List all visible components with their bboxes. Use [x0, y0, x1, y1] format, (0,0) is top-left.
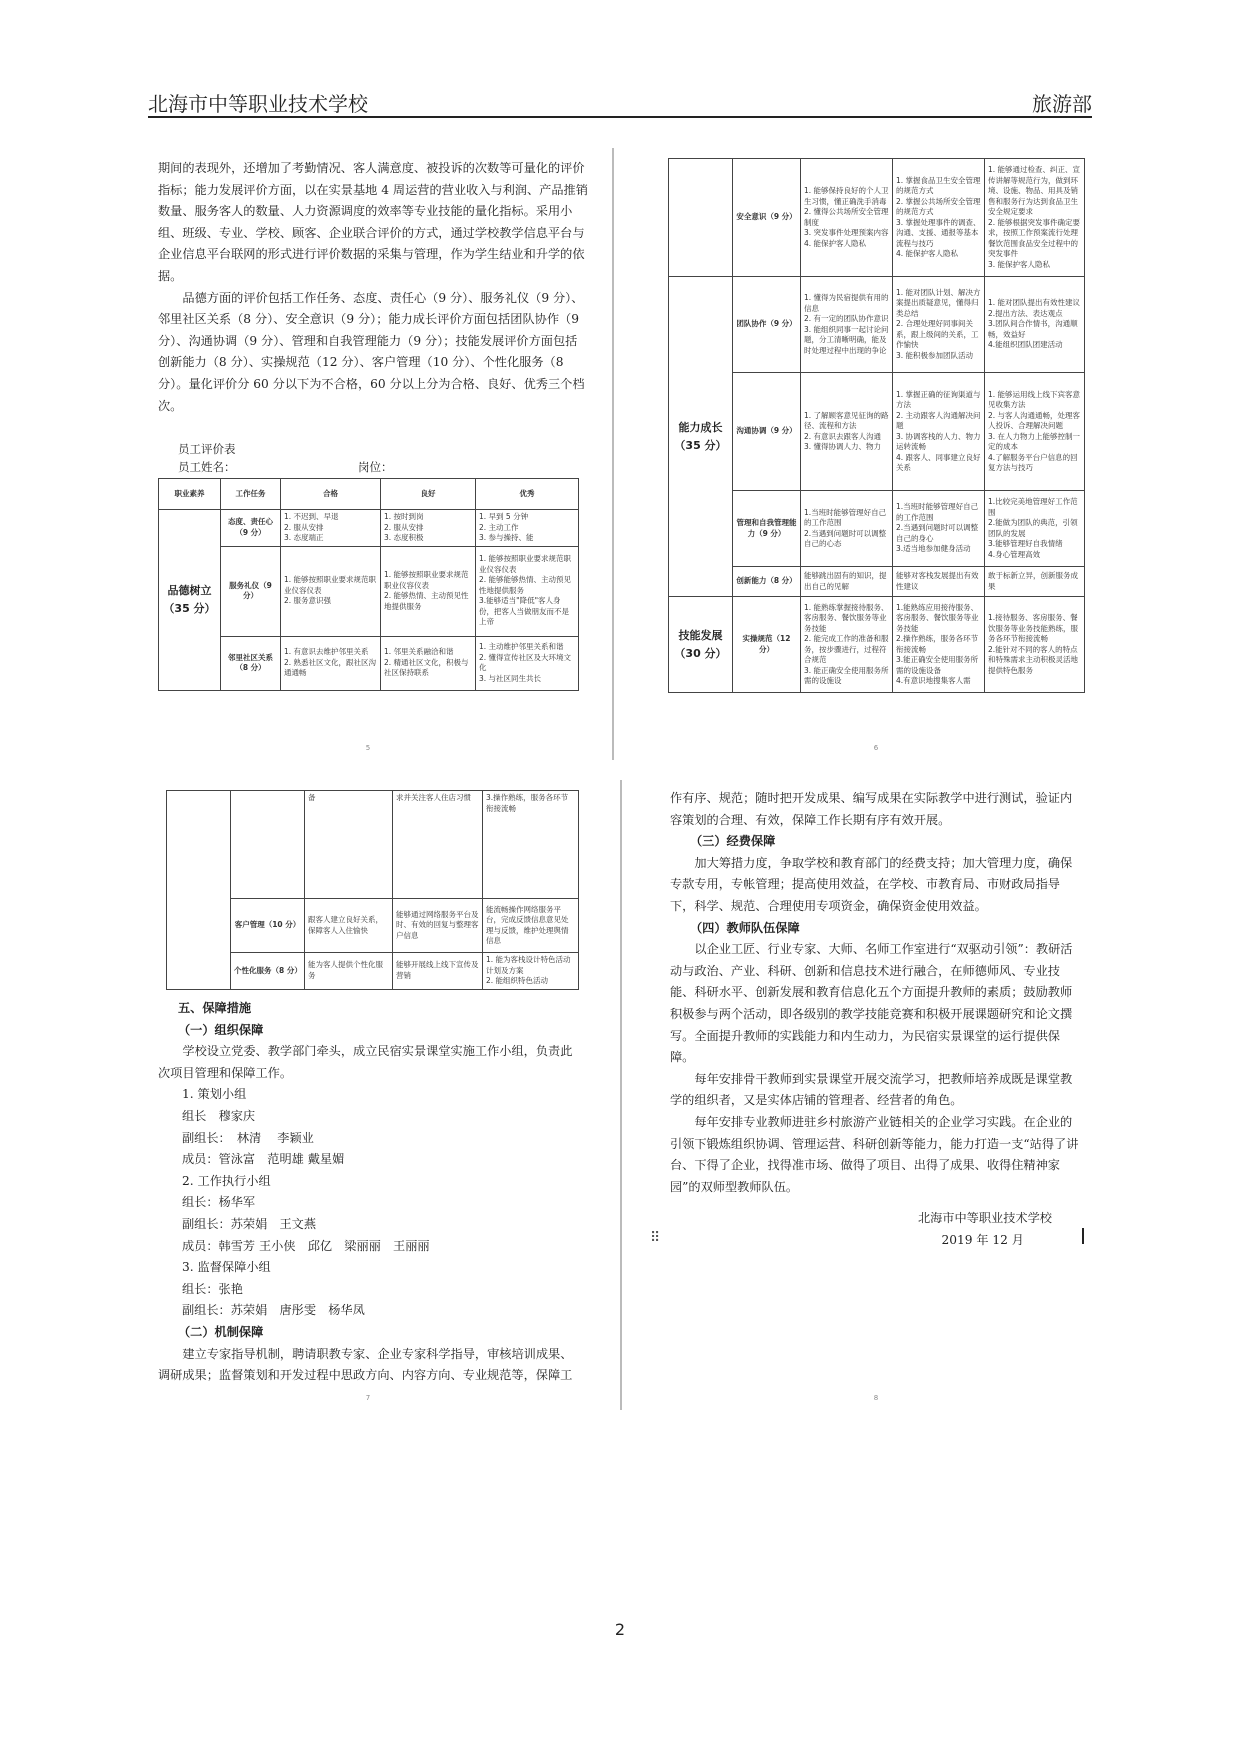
- list-line: 1. 策划小组: [182, 1087, 247, 1102]
- page-7: [148, 780, 588, 1410]
- good-cell: 求并关注客人住店习惯: [393, 791, 483, 899]
- page-number: 7: [365, 1394, 371, 1402]
- good-cell: 1.能熟练应用接待服务、客房服务、餐饮服务等业务技能 2.操作熟练，服务各环节衔接流畅 3.能正确安全使用服务所需的设施设备 4.有意识地搜集客人需: [893, 597, 985, 693]
- page-6: [660, 148, 1092, 760]
- pass-cell: 1.当班时能够管理好自己的工作范围 2.当遇到问题时可以调整自己的心态: [801, 491, 893, 567]
- paragraph: 作有序、规范；随时把开发成果、编写成果在实际教学中进行测试，验证内容策划的合理、有效，保障工作长期有序有效开展。: [670, 791, 1073, 827]
- subsection-heading: （二）机制保障: [178, 1324, 264, 1339]
- excellent-cell: 1.比较完美地管理好工作范围 2.能做为团队的典范，引领团队的发展 3.能够管理好自我情绪 4.身心管理高效: [985, 491, 1085, 567]
- subsection-heading: （一）组织保障: [178, 1022, 264, 1037]
- col-header: 良好: [381, 479, 476, 510]
- excellent-cell: 能流畅操作网络服务平台，完成反馈信息意见处理与反馈，维护处理舆情信息: [483, 899, 579, 953]
- pass-cell: 备: [305, 791, 393, 899]
- paragraph: 加大筹措力度，争取学校和教育部门的经费支持；加大管理力度，确保专款专用，专帐管理；提高使用效益，在学校、市教育局、市财政局指导下，科学、规范、合理使用专项资金，确保资金使用效益。: [670, 855, 1073, 913]
- task-cell: 邻里社区关系（8 分）: [221, 636, 281, 690]
- employee-name-label: 员工姓名：: [178, 460, 236, 474]
- excellent-cell: 1. 主动维护邻里关系和谐 2. 懂得宣传社区及大环境文化 3. 与社区同生共长: [476, 636, 579, 690]
- category-cell: [167, 791, 231, 990]
- pass-cell: 1. 懂得为民宿提供有用的信息 2. 有一定的团队协作意识 3. 能组织同事一起讨论问题，分工清晰明确，能及时处理过程中出现的争论: [801, 277, 893, 373]
- table-title: 员工评价表: [178, 442, 236, 456]
- school-name: 北海市中等职业技术学校: [148, 92, 368, 116]
- paragraph: 品德方面的评价包括工作任务、态度、责任心（9 分）、服务礼仪（9 分）、邻里社区关系（8 分）、安全意识（9 分）；能力成长评价方面包括团队协作（9 分）、沟通协调（9 分）、管理和自我管理能力（9 分）；技能发展评价方面包括创新能力（8 分）、实操规范（12 分）、客户管理（10 分）、个性化服务（8 分）。量化评价分 60 分以下为不合格，60 分以上分为合格、良好、优秀三个档次。: [158, 290, 585, 413]
- pass-cell: 1. 有意识去维护邻里关系 2. 熟悉社区文化，跟社区沟通通畅: [281, 636, 381, 690]
- pass-cell: 1. 能熟练掌握接待服务、客房服务、餐饮服务等业务技能 2. 能完成工作的准备和服务，按步骤进行，过程符合规范 3. 能正确安全使用服务所需的设施设: [801, 597, 893, 693]
- list-line: 3. 监督保障小组: [182, 1260, 271, 1275]
- page-5: [148, 148, 588, 760]
- excellent-cell: 1.接待服务、客房服务、餐饮服务等业务技能熟练，服务各环节衔接流畅 2.能针对不同的客人的特点和特殊需求主动积极灵活地提供特色服务: [985, 597, 1085, 693]
- list-line: 组长：张艳: [182, 1281, 243, 1296]
- evaluation-table-continued: [668, 158, 1085, 693]
- task-cell: 态度、责任心（9 分）: [221, 510, 281, 547]
- drag-handle-icon[interactable]: ⠿: [650, 1230, 661, 1246]
- paragraph: 学校设立党委、教学部门牵头，成立民宿实景课堂实施工作小组，负责此次项目管理和保障工作。: [158, 1044, 573, 1080]
- text-cursor: [1082, 1228, 1084, 1244]
- post-label: 岗位：: [358, 460, 393, 474]
- list-line: 成员：管泳富 范明雄 戴星媚: [182, 1152, 345, 1167]
- paragraph: 以企业工匠、行业专家、大师、名师工作室进行“双驱动引领”：教研活动与政治、产业、科研、创新和信息技术进行融合，在师德师风、专业技能、科研水平、创新发展和教育信息化五个方面提升教师的素质；鼓励教师积极参与两个活动，即各级别的教学技能竞赛和积极开展课题研究和论文撰写。全面提升教师的实践能力和内生动力，为民宿实景课堂的运行提供保障。: [670, 942, 1073, 1065]
- sheet-page-number: 2: [614, 1620, 626, 1639]
- excellent-cell: 1. 早到 5 分钟 2. 主动工作 3. 参与操持、能: [476, 510, 579, 547]
- excellent-cell: 1. 能够按照职业要求规范职业仪容仪表 2. 能够能够热情、主动预见性地提供服务 3.能够适当"降低"客人身份，把客人当做朋友而不是上帝: [476, 546, 579, 636]
- page-8: [660, 780, 1092, 1410]
- list-line: 组长：杨华军: [182, 1195, 256, 1210]
- signature-date: 2019 年 12 月: [941, 1233, 1024, 1247]
- list-line: 2. 工作执行小组: [182, 1173, 271, 1188]
- paragraph: 每年安排专业教师进驻乡村旅游产业链相关的企业学习实践。在企业的引领下锻炼组织协调、管理运营、科研创新等能力，能力打造一支“站得了讲台、下得了企业，找得准市场、做得了项目、出得了成果、收得住精神家园”的双师型教师队伍。: [670, 1114, 1079, 1194]
- task-cell: 安全意识（9 分）: [733, 159, 801, 277]
- col-header: 合格: [281, 479, 381, 510]
- good-cell: 1.当班时能够管理好自己的工作范围 2.当遇到问题时可以调整自己的身心 3.适当地参加健身活动: [893, 491, 985, 567]
- category-cell: 技能发展 （30 分）: [669, 597, 733, 693]
- excellent-cell: 1. 能对团队提出有效性建议 2.提出方法、表达观点 3.团队间合作情书，沟通顺畅，效益好 4.能组织团队团建活动: [985, 277, 1085, 373]
- page-divider: [612, 148, 614, 760]
- pass-cell: 能够跳出固有的知识，提出自己的见解: [801, 567, 893, 597]
- good-cell: 1. 邻里关系融洽和谐 2. 精通社区文化，积极与社区保持联系: [381, 636, 476, 690]
- subsection-heading: （三）经费保障: [690, 834, 776, 849]
- evaluation-table-continued: [166, 790, 579, 990]
- category-cell: [669, 159, 733, 277]
- page-number: 8: [873, 1394, 879, 1402]
- subsection-heading: （四）教师队伍保障: [690, 920, 800, 935]
- pass-cell: 1. 不迟到、早退 2. 服从安排 3. 态度端正: [281, 510, 381, 547]
- excellent-cell: 1. 能够通过检查、纠正、宣传讲解等规范行为，做到环境、设施、物品、用具及销售和服务行为达到食品卫生安全规定要求 2. 能够根据突发事件确定要求，按照工作预案流行处理餐饮范围食品安全过程中的突发事件 3. 能保护客人隐私: [985, 159, 1085, 277]
- pass-cell: 1. 能够按照职业要求规范职业仪容仪表 2. 服务意识强: [281, 546, 381, 636]
- department-name: 旅游部: [1032, 92, 1092, 116]
- task-cell: 客户管理（10 分）: [231, 899, 305, 953]
- excellent-cell: 3.操作熟练，服务各环节衔接流畅: [483, 791, 579, 899]
- good-cell: 1. 能够按照职业要求规范职业仪容仪表 2. 能够热情、主动预见性地提供服务: [381, 546, 476, 636]
- page-divider: [620, 780, 622, 1410]
- pass-cell: 跟客人建立良好关系，保障客人入住愉快: [305, 899, 393, 953]
- good-cell: 能够开展线上线下宣传及营销: [393, 953, 483, 990]
- task-cell: [231, 791, 305, 899]
- list-line: 成员：韩雪芳 王小侠 邱亿 梁丽丽 王丽丽: [182, 1238, 430, 1253]
- page-number: 6: [873, 744, 879, 752]
- col-header: 工作任务: [221, 479, 281, 510]
- col-header: 职业素养: [159, 479, 221, 510]
- category-cell: 品德树立 （35 分）: [159, 510, 221, 691]
- list-line: 组长 穆家庆: [182, 1108, 256, 1123]
- pass-cell: 1. 能够保持良好的个人卫生习惯，懂正确洗手消毒 2. 懂得公共场所安全管理制度 3. 突发事件处理预案内容 4. 能保护客人隐私: [801, 159, 893, 277]
- category-cell: 能力成长 （35 分）: [669, 277, 733, 597]
- paragraph: 期间的表现外，还增加了考勤情况、客人满意度、被投诉的次数等可量化的评价指标；能力发展评价方面，以在实景基地 4 周运营的营业收入与利润、产品推销数量、服务客人的数量、人力资源调度的效率等专业技能的量化指标。采用小组、班级、专业、学校、顾客、企业联合评价的方式，通过学校教学信息平台与企业信息平台联网的形式进行评价数据的采集与管理，作为学生结业和升学的依据。: [158, 161, 588, 283]
- list-line: 副组长：苏荣娟 唐彤雯 杨华凤: [182, 1303, 365, 1318]
- pass-cell: 1. 了解顾客意见征询的路径、流程和方法 2. 有意识去跟客人沟通 3. 懂得协调人力、物力: [801, 373, 893, 491]
- excellent-cell: 敢于标新立异，创新服务成果: [985, 567, 1085, 597]
- good-cell: 1. 能对团队计划、解决方案提出质疑意见，懂得归类总结 2. 合理处理好同事间关系，跟上级间的关系，工作愉快 3. 能积极参加团队活动: [893, 277, 985, 373]
- good-cell: 1. 掌握正确的征询渠道与方法 2. 主动跟客人沟通解决问题 3. 协调客栈的人力、物力运转流畅 4. 跟客人、同事建立良好关系: [893, 373, 985, 491]
- good-cell: 1. 掌握食品卫生安全管理的规范方式 2. 掌握公共场所安全管理的规范方式 3. 掌握处理事件的调查、沟通、支援、通报等基本流程与技巧 4. 能保护客人隐私: [893, 159, 985, 277]
- task-cell: 创新能力（8 分）: [733, 567, 801, 597]
- task-cell: 管理和自我管理能力（9 分）: [733, 491, 801, 567]
- paragraph: 每年安排骨干教师到实景课堂开展交流学习，把教师培养成既是课堂教学的组织者，又是实体店铺的管理者、经营者的角色。: [670, 1071, 1073, 1108]
- page-number: 5: [365, 744, 371, 752]
- task-cell: 个性化服务（8 分）: [231, 953, 305, 990]
- list-line: 副组长： 林清 李颖业: [182, 1130, 314, 1145]
- paragraph: 建立专家指导机制，聘请职教专家、企业专家科学指导，审核培训成果、调研成果；监督策划和开发过程中思政方向、内容方向、专业规范等，保障工: [158, 1346, 573, 1383]
- excellent-cell: 1. 能为客栈设计特色活动计划及方案 2. 能组织特色活动: [483, 953, 579, 990]
- col-header: 优秀: [476, 479, 579, 510]
- excellent-cell: 1. 能够运用线上线下宾客意见收集方法 2. 与客人沟通通畅，处理客人投诉、合理解决问题 3. 在人力物力上能够控制一定的成本 4.了解服务平台户信息的回复方法与技巧: [985, 373, 1085, 491]
- good-cell: 能够通过网络服务平台及时、有效的回复与整理客户信息: [393, 899, 483, 953]
- signature-school: 北海市中等职业技术学校: [917, 1211, 1052, 1225]
- task-cell: 实操规范（12 分）: [733, 597, 801, 693]
- good-cell: 1. 按时到岗 2. 服从安排 3. 态度积极: [381, 510, 476, 547]
- task-cell: 沟通协调（9 分）: [733, 373, 801, 491]
- evaluation-table: [158, 478, 579, 691]
- task-cell: 团队协作（9 分）: [733, 277, 801, 373]
- pass-cell: 能为客人提供个性化服务: [305, 953, 393, 990]
- good-cell: 能够对客栈发展提出有效性建议: [893, 567, 985, 597]
- section-heading: 五、保障措施: [178, 1001, 252, 1015]
- document-header: [148, 86, 1092, 118]
- list-line: 副组长：苏荣娟 王文燕: [182, 1216, 317, 1231]
- task-cell: 服务礼仪（9 分）: [221, 546, 281, 636]
